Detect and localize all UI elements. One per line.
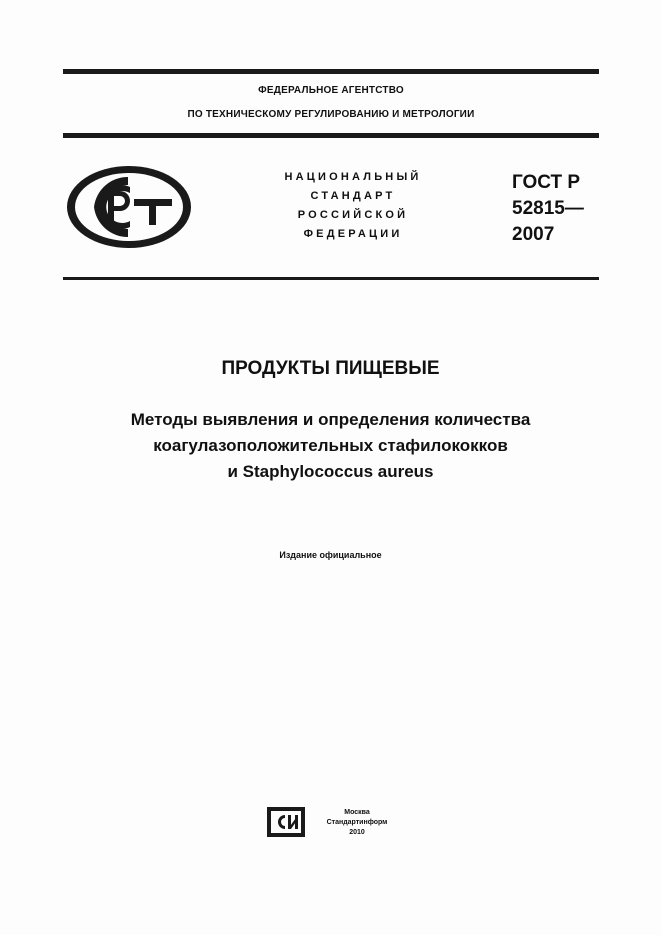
standartinform-logo-icon [266, 806, 306, 838]
document-title: ПРОДУКТЫ ПИЩЕВЫЕ [221, 358, 440, 379]
gost-prefix: ГОСТ Р [512, 172, 581, 193]
standard-bottom-rule [63, 277, 599, 280]
national-line-3: РОССИЙСКОЙ [297, 209, 409, 221]
subtitle-line-2: коагулазоположительных стафилококков [153, 436, 508, 455]
gost-number: 52815— [512, 198, 584, 219]
agency-line-1: ФЕДЕРАЛЬНОЕ АГЕНТСТВО [258, 85, 404, 96]
gost-year: 2007 [512, 224, 555, 245]
agency-line-2: ПО ТЕХНИЧЕСКОМУ РЕГУЛИРОВАНИЮ И МЕТРОЛОГИИ [187, 109, 475, 120]
top-rule [63, 69, 599, 74]
national-line-4: ФЕДЕРАЦИИ [303, 228, 403, 240]
publisher-name: Стандартинформ [326, 819, 388, 826]
subtitle-line-3: и Staphylococcus aureus [227, 462, 434, 481]
publisher-year: 2010 [349, 829, 365, 836]
national-line-1: НАЦИОНАЛЬНЫЙ [284, 171, 422, 183]
edition-label: Издание официальное [279, 550, 382, 560]
publisher-city: Москва [344, 809, 370, 816]
national-line-2: СТАНДАРТ [310, 190, 396, 202]
rst-certification-mark-icon [64, 163, 194, 251]
subtitle-line-1: Методы выявления и определения количества [130, 410, 531, 429]
agency-bottom-rule [63, 133, 599, 138]
